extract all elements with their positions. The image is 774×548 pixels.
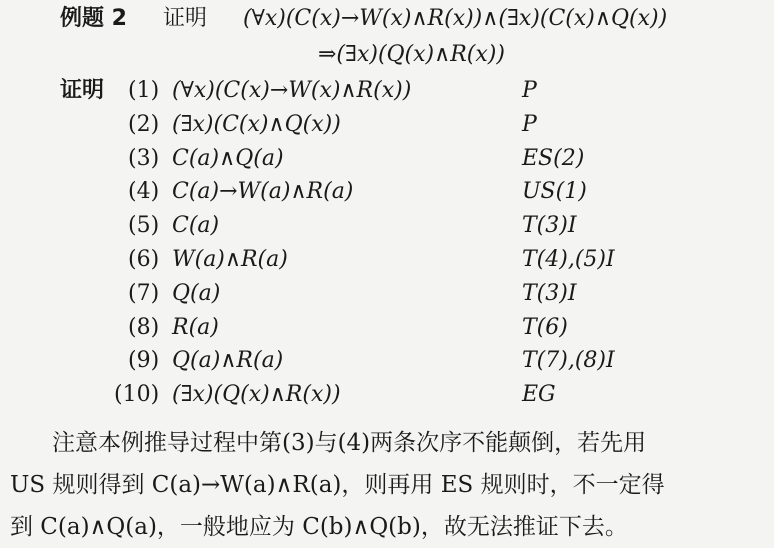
step-rule: P	[522, 112, 537, 137]
note-line-1: 注意本例推导过程中第(3)与(4)两条次序不能颠倒，若先用	[52, 430, 647, 456]
step-formula: C(a)→W(a)∧R(a)	[172, 179, 354, 204]
step-formula: Q(a)∧R(a)	[172, 348, 284, 373]
step-rule: T(6)	[522, 315, 568, 340]
note-line-2: US 规则得到 C(a)→W(a)∧R(a)，则再用 ES 规则时，不一定得	[10, 472, 665, 498]
step-rule: US(1)	[522, 179, 587, 204]
step-number: (1)	[128, 78, 160, 103]
conclusion-formula: ⇒(∃x)(Q(x)∧R(x))	[318, 42, 505, 67]
step-rule: P	[522, 78, 537, 103]
step-formula: W(a)∧R(a)	[172, 247, 288, 272]
step-rule: T(7),(8)I	[522, 348, 615, 373]
step-number: (8)	[128, 315, 160, 340]
step-formula: R(a)	[172, 315, 219, 340]
step-number: (2)	[128, 112, 160, 137]
step-rule: T(3)I	[522, 281, 577, 306]
step-number: (4)	[128, 179, 160, 204]
step-number: (10)	[114, 382, 160, 407]
step-rule: EG	[522, 382, 556, 407]
step-formula: (∀x)(C(x)→W(x)∧R(x))	[172, 78, 412, 103]
example-header	[60, 4, 667, 34]
step-number: (5)	[128, 213, 160, 238]
premise-formula: (∀x)(C(x)→W(x)∧R(x))∧(∃x)(C(x)∧Q(x))	[242, 6, 668, 31]
step-number: (7)	[128, 281, 160, 306]
proof-heading: 证明	[60, 78, 105, 103]
step-formula: C(a)	[172, 213, 220, 238]
step-formula: (∃x)(Q(x)∧R(x))	[172, 382, 341, 407]
step-number: (3)	[128, 146, 160, 171]
step-rule: T(4),(5)I	[522, 247, 615, 272]
step-formula: (∃x)(C(x)∧Q(x))	[172, 112, 341, 137]
prove-word: 证明	[162, 6, 207, 31]
note-line-3: 到 C(a)∧Q(a)，一般地应为 C(b)∧Q(b)，故无法推证下去。	[10, 514, 628, 540]
example-title: 例题 2	[60, 6, 127, 31]
step-rule: T(3)I	[522, 213, 577, 238]
step-number: (6)	[128, 247, 160, 272]
note-paragraph	[10, 422, 766, 548]
step-number: (9)	[128, 348, 160, 373]
step-formula: Q(a)	[172, 281, 221, 306]
step-formula: C(a)∧Q(a)	[172, 146, 284, 171]
step-rule: ES(2)	[522, 146, 585, 171]
